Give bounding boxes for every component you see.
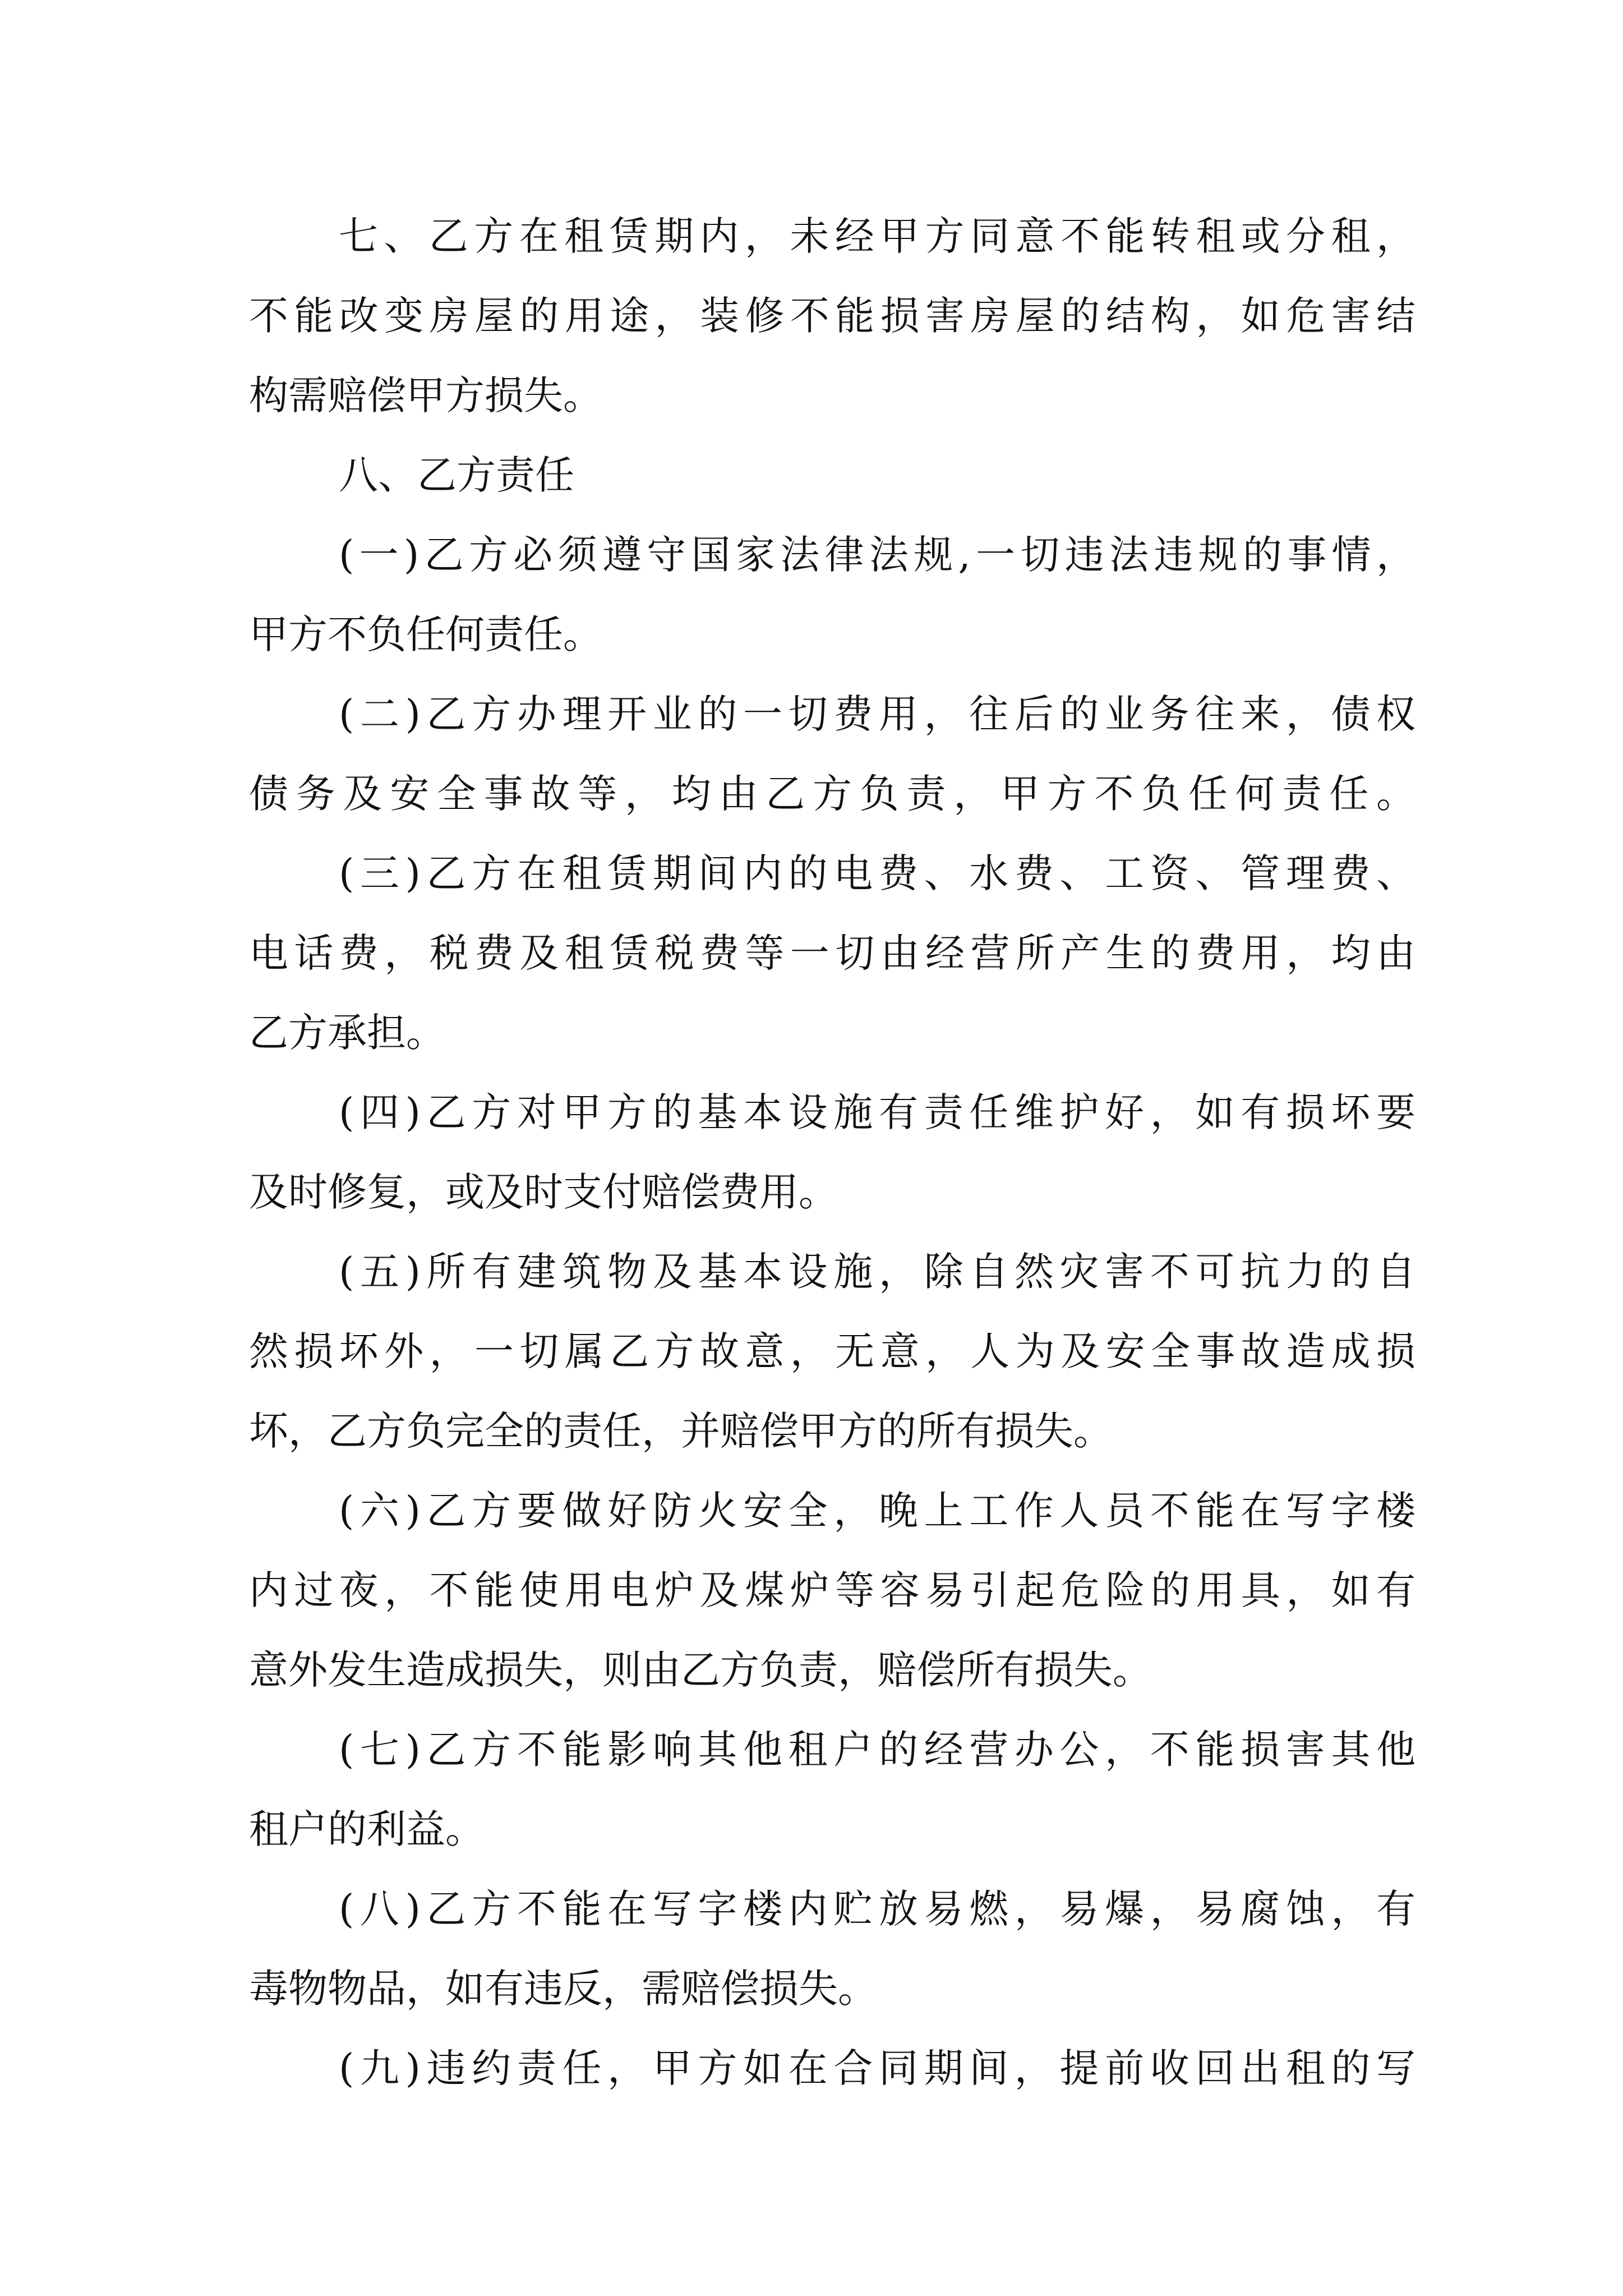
text-line: 乙方承担。 (249, 1010, 445, 1056)
text-line: (五)所有建筑物及基本设施，除自然灾害不可抗力的自 (339, 1249, 1415, 1295)
text-line: 电话费，税费及租赁税费等一切由经营所产生的费用，均由 (249, 930, 1415, 976)
text-line: (七)乙方不能影响其他租户的经营办公，不能损害其他 (339, 1727, 1415, 1773)
text-line: 构需赔偿甲方损失。 (249, 372, 602, 418)
text-line: 甲方不负任何责任。 (249, 611, 602, 657)
text-line: (二)乙方办理开业的一切费用，往后的业务往来，债权 (339, 691, 1415, 737)
text-line: (三)乙方在租赁期间内的电费、水费、工资、管理费、 (339, 850, 1415, 896)
document-body (249, 196, 1415, 2108)
text-line: 及时修复，或及时支付赔偿费用。 (249, 1169, 838, 1215)
text-line: 意外发生造成损失，则由乙方负责，赔偿所有损失。 (249, 1647, 1152, 1693)
text-line: (六)乙方要做好防火安全，晚上工作人员不能在写字楼 (339, 1488, 1415, 1534)
text-line: 然损坏外，一切属乙方故意，无意，人为及安全事故造成损 (249, 1328, 1415, 1374)
text-line: 八、乙方责任 (339, 452, 574, 498)
text-line: 租户的利益。 (249, 1806, 485, 1852)
text-line: 不能改变房屋的用途，装修不能损害房屋的结构，如危害结 (249, 293, 1415, 339)
text-line: 债务及安全事故等，均由乙方负责，甲方不负任何责任。 (249, 771, 1415, 817)
text-line: 内过夜，不能使用电炉及煤炉等容易引起危险的用具，如有 (249, 1567, 1415, 1613)
text-line: (四)乙方对甲方的基本设施有责任维护好，如有损坏要 (339, 1089, 1415, 1135)
text-line: (九)违约责任，甲方如在合同期间，提前收回出租的写 (339, 2045, 1415, 2091)
text-line: 坏，乙方负完全的责任，并赔偿甲方的所有损失。 (249, 1408, 1113, 1454)
text-line: 七、乙方在租赁期内，未经甲方同意不能转租或分租， (339, 213, 1415, 259)
text-line: 毒物物品，如有违反，需赔偿损失。 (249, 1966, 877, 2012)
text-line: (一)乙方必须遵守国家法律法规,一切违法违规的事情， (339, 532, 1415, 578)
text-line: (八)乙方不能在写字楼内贮放易燃，易爆，易腐蚀，有 (339, 1886, 1415, 1932)
